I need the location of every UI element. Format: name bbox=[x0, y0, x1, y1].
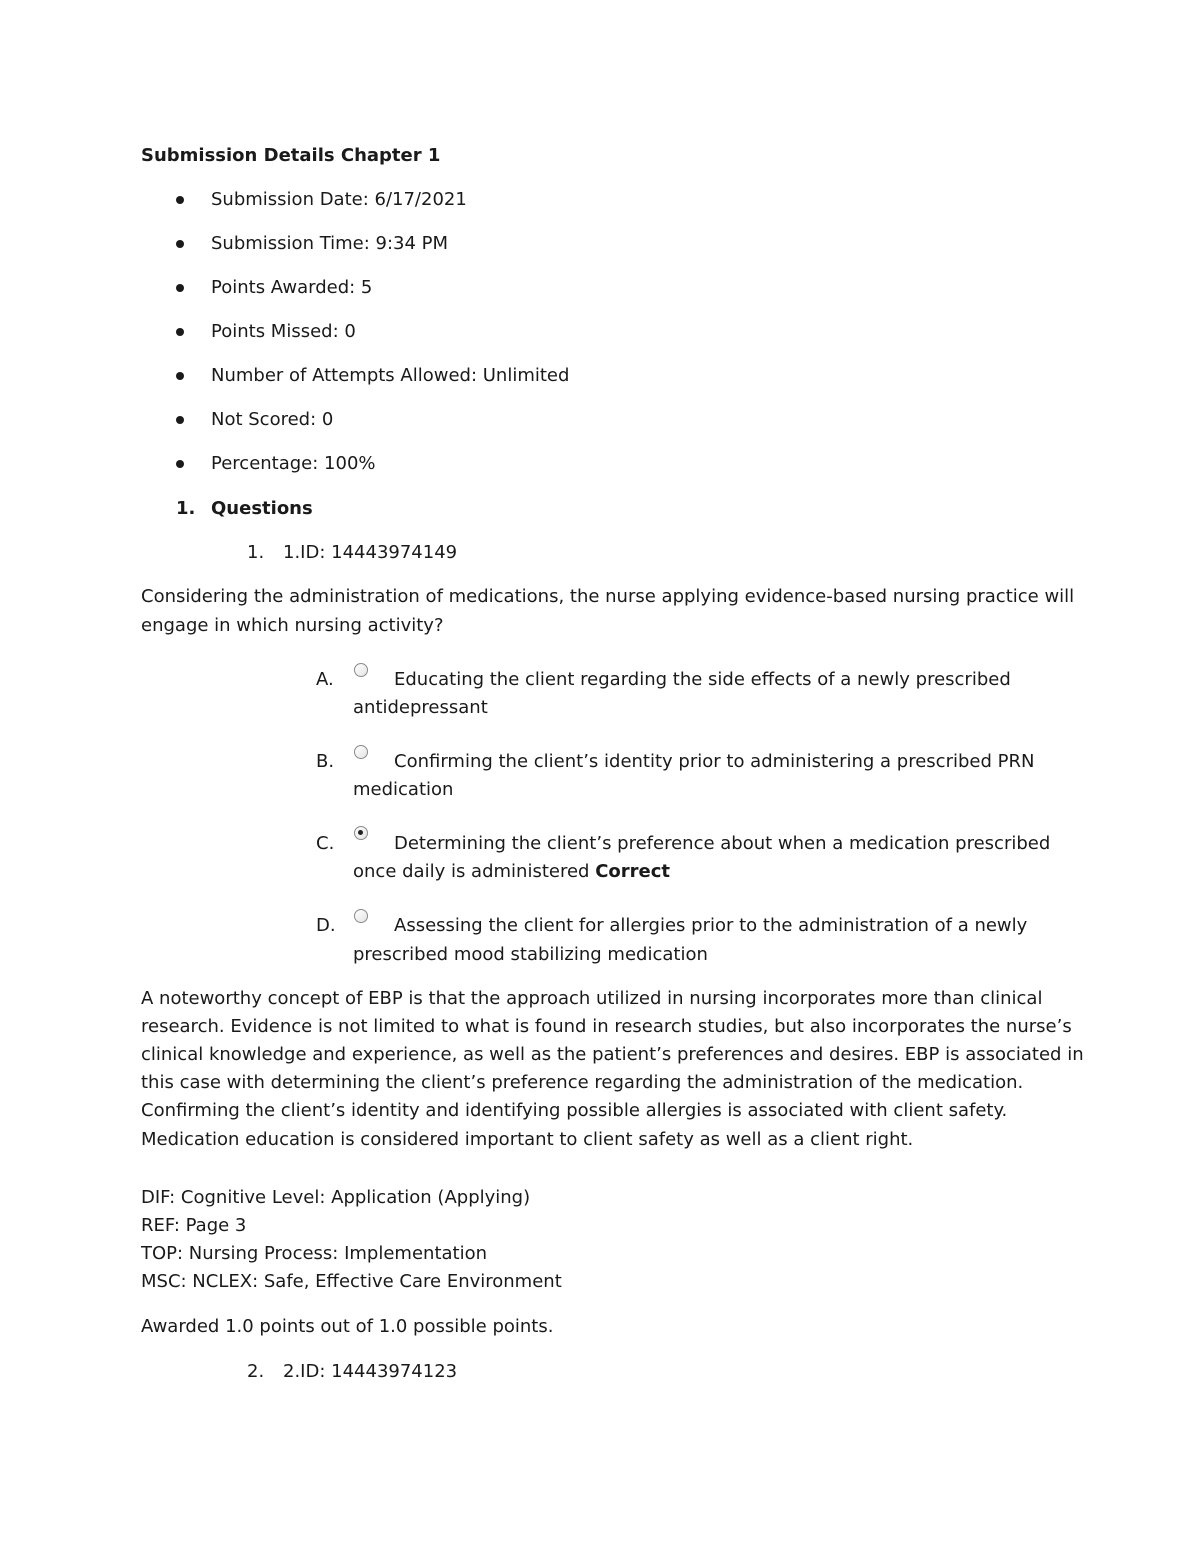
option-text: Assessing the client for allergies prior to the administration of a newly bbox=[394, 915, 1028, 936]
meta-line: REF: Page 3 bbox=[141, 1215, 247, 1236]
rationale-line: research. Evidence is not limited to what is found in research studies, but also incorporates the nurse’s bbox=[141, 1016, 1072, 1037]
meta-line: MSC: NCLEX: Safe, Effective Care Environment bbox=[141, 1271, 562, 1292]
option-letter: C. bbox=[316, 833, 335, 854]
option-letter: B. bbox=[316, 751, 335, 772]
question-id: 2.ID: 14443974123 bbox=[283, 1361, 458, 1382]
question-stem: engage in which nursing activity? bbox=[141, 615, 444, 636]
rationale-line: clinical knowledge and experience, as well as the patient’s preferences and desires. EBP is associated in bbox=[141, 1044, 1084, 1065]
option-text: Determining the client’s preference about when a medication prescribed bbox=[394, 833, 1051, 854]
option-text-line bbox=[353, 858, 670, 886]
questions-number: 1. bbox=[176, 498, 196, 519]
questions-heading: Questions bbox=[211, 498, 313, 519]
detail-item: Number of Attempts Allowed: Unlimited bbox=[211, 365, 570, 386]
radio-button-d[interactable] bbox=[354, 909, 368, 923]
radio-button-a[interactable] bbox=[354, 663, 368, 677]
rationale-line: Medication education is considered important to client safety as well as a client right. bbox=[141, 1129, 914, 1150]
correct-label: Correct bbox=[595, 861, 671, 882]
option-letter: D. bbox=[316, 915, 336, 936]
bullet-icon bbox=[176, 460, 184, 468]
radio-button-b[interactable] bbox=[354, 745, 368, 759]
option-text: prescribed mood stabilizing medication bbox=[353, 944, 708, 965]
rationale-line: A noteworthy concept of EBP is that the approach utilized in nursing incorporates more than clinical bbox=[141, 988, 1043, 1009]
option-text: antidepressant bbox=[353, 697, 488, 718]
option-letter: A. bbox=[316, 669, 334, 690]
detail-item: Percentage: 100% bbox=[211, 453, 376, 474]
bullet-icon bbox=[176, 328, 184, 336]
question-number: 2. bbox=[247, 1361, 265, 1382]
page-title: Submission Details Chapter 1 bbox=[141, 145, 441, 166]
awarded-points: Awarded 1.0 points out of 1.0 possible points. bbox=[141, 1316, 554, 1337]
rationale-line: this case with determining the client’s preference regarding the administration of the medication. bbox=[141, 1072, 1024, 1093]
meta-line: DIF: Cognitive Level: Application (Applying) bbox=[141, 1187, 531, 1208]
bullet-icon bbox=[176, 372, 184, 380]
meta-line: TOP: Nursing Process: Implementation bbox=[141, 1243, 488, 1264]
question-number: 1. bbox=[247, 542, 265, 563]
bullet-icon bbox=[176, 196, 184, 204]
option-text: Educating the client regarding the side effects of a newly prescribed bbox=[394, 669, 1011, 690]
detail-item: Points Missed: 0 bbox=[211, 321, 356, 342]
bullet-icon bbox=[176, 284, 184, 292]
detail-item: Not Scored: 0 bbox=[211, 409, 334, 430]
bullet-icon bbox=[176, 416, 184, 424]
bullet-icon bbox=[176, 240, 184, 248]
detail-item: Submission Date: 6/17/2021 bbox=[211, 189, 467, 210]
detail-item: Submission Time: 9:34 PM bbox=[211, 233, 449, 254]
radio-button-c-selected[interactable] bbox=[354, 826, 368, 840]
question-stem: Considering the administration of medications, the nurse applying evidence-based nursing practice will bbox=[141, 586, 1075, 607]
detail-item: Points Awarded: 5 bbox=[211, 277, 373, 298]
question-id: 1.ID: 14443974149 bbox=[283, 542, 458, 563]
option-text: medication bbox=[353, 779, 454, 800]
option-text: once daily is administered bbox=[353, 861, 590, 882]
option-text: Confirming the client’s identity prior to administering a prescribed PRN bbox=[394, 751, 1035, 772]
rationale-line: Confirming the client’s identity and identifying possible allergies is associated with client safety. bbox=[141, 1100, 1008, 1121]
